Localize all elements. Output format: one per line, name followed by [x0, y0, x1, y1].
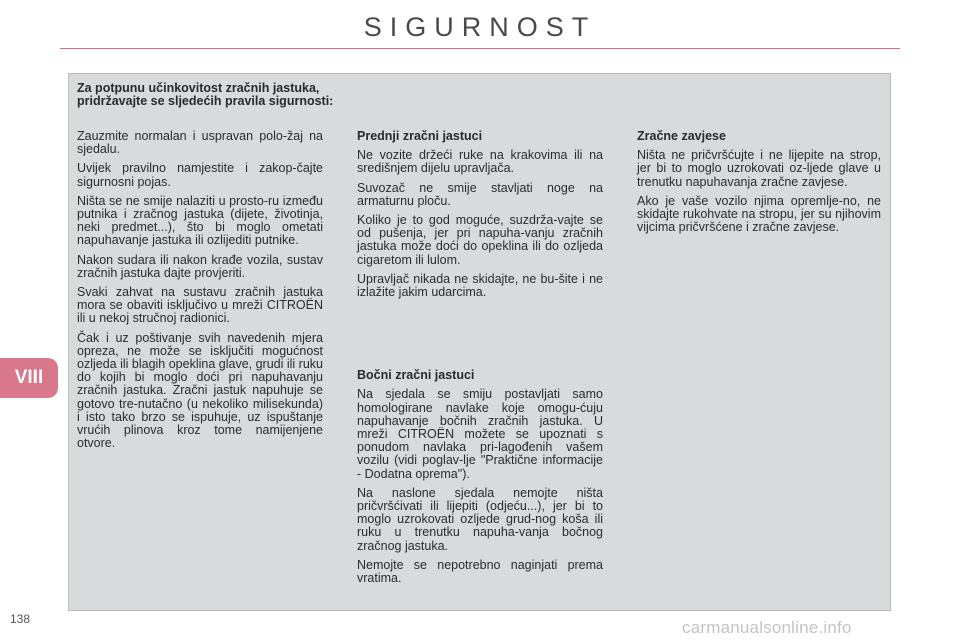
- side-airbags-paragraph: Na sjedala se smiju postavljati samo homologirane navlake koje omogu-ćuju napuhavanje bočnih zračnih jastuka. U mreži CITROËN možete se upoznati s ponudom navlaka pri-lagođenih vašem vozilu (vidi poglav-lje "Praktične informacije - Dodatna oprema").: [357, 387, 603, 481]
- side-airbags-paragraph: Nemojte se nepotrebno naginjati prema vratima.: [357, 557, 603, 586]
- curtain-airbags-paragraph: Ako je vaše vozilo njima opremlje-no, ne skidajte rukohvate na stropu, jer su njihovim vijcima pričvršćene i zračne zavjese.: [637, 193, 881, 235]
- side-airbags-paragraph: Na naslone sjedala nemojte ništa pričvršćivati ili lijepiti (odjeću...), jer bi to moglo uzrokovati ozljede grud-nog koša ili ruku u trenutku napuha-vanja bočnog zračnog jastuka.: [357, 485, 603, 553]
- watermark: carmanualsonline.info: [682, 618, 852, 637]
- intro-paragraph: Svaki zahvat na sustavu zračnih jastuka mora se obaviti isključivo u mreži CITROËN ili u nekoj stručnoj radionici.: [77, 285, 323, 326]
- front-airbags-paragraph: Upravljač nikada ne skidajte, ne bu-šite i ne izlažite jakim udarcima.: [357, 271, 603, 300]
- chapter-tab: [0, 358, 58, 398]
- safety-rules-panel: [68, 73, 891, 611]
- intro-paragraph: Zauzmite normalan i uspravan polo-žaj na sjedalu.: [77, 129, 323, 157]
- page-number: 138: [10, 612, 31, 626]
- intro-heading: Za potpunu učinkovitost zračnih jastuka, pridržavajte se sljedećih pravila sigurnosti:: [77, 81, 334, 109]
- intro-paragraph: Ništa se ne smije nalaziti u prosto-ru između putnika i zračnog jastuka (dijete, životinja, neki predmet...), što bi moglo ometati napuhavanje jastuka ili ozlijediti putnike.: [77, 193, 323, 248]
- curtain-airbags-heading: Zračne zavjese: [637, 129, 726, 143]
- page-title: SIGURNOST: [363, 12, 597, 42]
- front-airbags-paragraph: Suvozač ne smije stavljati noge na armaturnu ploču.: [357, 180, 603, 208]
- chapter-tab-label: VIII: [14, 367, 44, 388]
- title-divider: [60, 48, 900, 49]
- intro-paragraph: Čak i uz poštivanje svih navedenih mjera opreza, ne može se isključiti mogućnost ozljeda ili blagih opeklina glave, grudi ili ruku do kojih bi moglo doći pri napuhavanju zračnih jastuka. Zračni jastuk napuhuje se gotovo tre-nutačno (u nekoliko milisekunda) i isto tako brzo se ispuhuje, uz ispuštanje vrućih plinova kroz tome namijenjene otvore.: [77, 330, 323, 451]
- section-spacer: [357, 305, 603, 369]
- curtain-column: [637, 130, 881, 240]
- front-airbags-heading: Prednji zračni jastuci: [357, 129, 483, 143]
- front-airbags-paragraph: Ne vozite držeći ruke na krakovima ili na središnjem dijelu upravljača.: [357, 148, 603, 176]
- intro-paragraph: Nakon sudara ili nakon krađe vozila, sustav zračnih jastuka dajte provjeriti.: [77, 252, 323, 280]
- intro-column: [77, 130, 323, 456]
- front-airbags-paragraph: Koliko je to god moguće, suzdrža-vajte se od pušenja, jer pri napuha-vanju zračnih jastuka može doći do opeklina ili do ozljeda cigaretom ili lulom.: [357, 213, 603, 267]
- side-airbags-heading: Bočni zračni jastuci: [357, 368, 475, 383]
- airbag-column: [357, 130, 603, 591]
- curtain-airbags-paragraph: Ništa ne pričvršćujte i ne lijepite na strop, jer bi to moglo uzrokovati oz-ljede glave u trenutku napuhavanja zračne zavjese.: [637, 148, 881, 189]
- intro-paragraph: Uvijek pravilno namjestite i zakop-čajte sigurnosni pojas.: [77, 161, 323, 189]
